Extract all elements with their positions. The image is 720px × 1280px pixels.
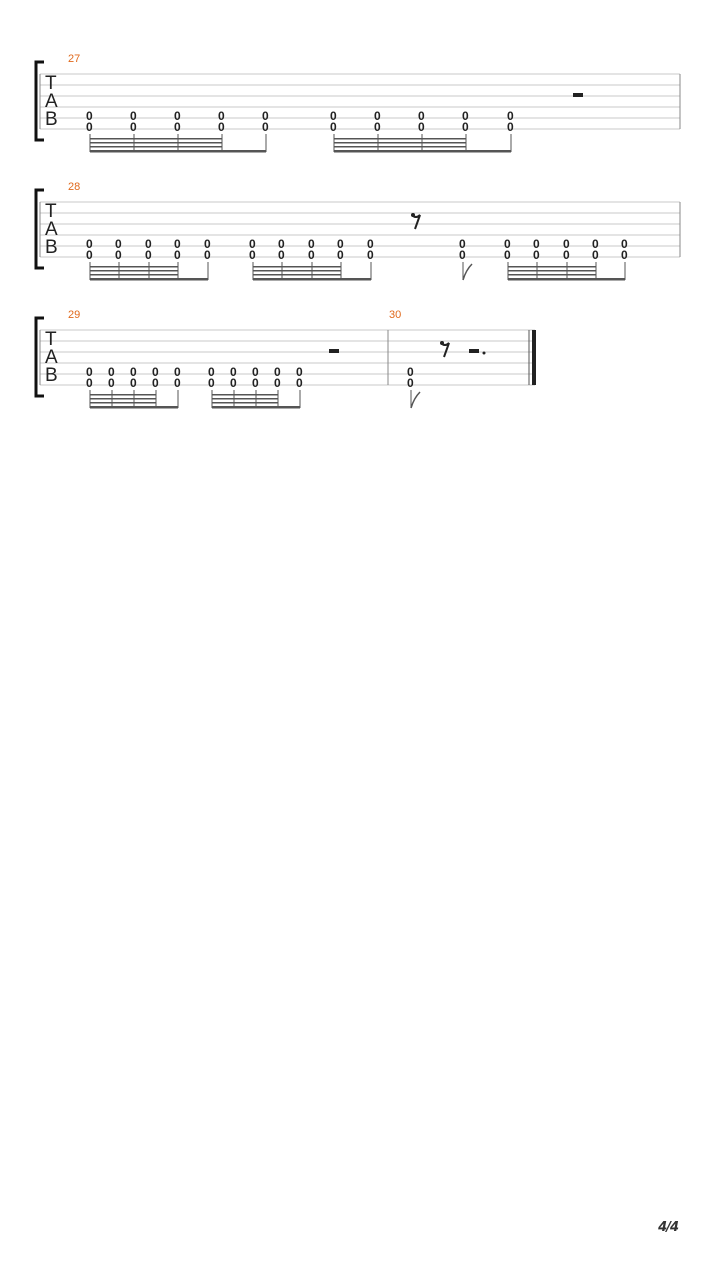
fret-number: 0 <box>130 376 137 390</box>
fret-number: 0 <box>218 120 225 134</box>
eighth-rest-dot <box>411 213 415 217</box>
fret-number: 0 <box>86 365 93 379</box>
note <box>86 109 93 134</box>
fret-number: 0 <box>252 376 259 390</box>
fret-number: 0 <box>374 120 381 134</box>
beat-group <box>86 109 269 153</box>
fret-number: 0 <box>462 120 469 134</box>
fret-number: 0 <box>174 376 181 390</box>
note <box>204 237 211 262</box>
note <box>374 109 381 134</box>
fret-number: 0 <box>115 237 122 251</box>
fret-number: 0 <box>208 365 215 379</box>
note <box>337 237 344 262</box>
eighth-flag <box>463 264 472 280</box>
note <box>174 365 181 390</box>
beat-group <box>86 365 181 409</box>
fret-number: 0 <box>249 248 256 262</box>
fret-number: 0 <box>262 120 269 134</box>
final-barline-thick <box>532 330 536 385</box>
fret-number: 0 <box>174 120 181 134</box>
eighth-rest <box>441 343 449 357</box>
eighth-flag <box>411 392 420 408</box>
fret-number: 0 <box>86 237 93 251</box>
fret-number: 0 <box>507 120 514 134</box>
fret-number: 0 <box>563 248 570 262</box>
fret-number: 0 <box>204 248 211 262</box>
fret-number: 0 <box>337 248 344 262</box>
clef-letter-b: B <box>45 365 58 386</box>
fret-number: 0 <box>115 248 122 262</box>
fret-number: 0 <box>533 248 540 262</box>
note <box>296 365 303 390</box>
clef-letter-a: A <box>45 347 58 368</box>
fret-number: 0 <box>86 376 93 390</box>
clef-letter-b: B <box>45 109 58 130</box>
measure-number: 27 <box>68 53 81 65</box>
fret-number: 0 <box>174 248 181 262</box>
staff-lines <box>40 202 680 257</box>
note <box>330 109 337 134</box>
fret-number: 0 <box>407 376 414 390</box>
clef-letter-t: T <box>45 201 57 222</box>
fret-number: 0 <box>274 376 281 390</box>
fret-number: 0 <box>337 237 344 251</box>
note <box>407 365 414 390</box>
fret-number: 0 <box>108 376 115 390</box>
note <box>218 109 225 134</box>
fret-number: 0 <box>218 109 225 123</box>
fret-number: 0 <box>130 109 137 123</box>
note <box>274 365 281 390</box>
note <box>367 237 374 262</box>
fret-number: 0 <box>308 237 315 251</box>
fret-number: 0 <box>252 365 259 379</box>
clef-letter-a: A <box>45 91 58 112</box>
fret-number: 0 <box>174 237 181 251</box>
fret-number: 0 <box>86 120 93 134</box>
fret-number: 0 <box>208 376 215 390</box>
fret-number: 0 <box>418 120 425 134</box>
note <box>459 237 466 262</box>
rest-dot <box>483 352 486 355</box>
note <box>174 109 181 134</box>
measure-number: 29 <box>68 309 81 321</box>
fret-number: 0 <box>152 365 159 379</box>
beat-group <box>330 109 514 153</box>
eighth-rest <box>412 215 420 229</box>
note <box>115 237 122 262</box>
note <box>130 109 137 134</box>
fret-number: 0 <box>204 237 211 251</box>
dotted-half-rest <box>469 349 479 353</box>
fret-number: 0 <box>274 365 281 379</box>
note <box>533 237 540 262</box>
note <box>208 365 215 390</box>
fret-number: 0 <box>592 237 599 251</box>
fret-number: 0 <box>621 248 628 262</box>
fret-number: 0 <box>367 237 374 251</box>
clef-letter-b: B <box>45 237 58 258</box>
fret-number: 0 <box>507 109 514 123</box>
note <box>130 365 137 390</box>
fret-number: 0 <box>462 109 469 123</box>
fret-number: 0 <box>374 109 381 123</box>
note <box>621 237 628 262</box>
fret-number: 0 <box>108 365 115 379</box>
fret-number: 0 <box>262 109 269 123</box>
note <box>507 109 514 134</box>
note <box>308 237 315 262</box>
note <box>230 365 237 390</box>
system-2 <box>36 181 680 281</box>
note <box>174 237 181 262</box>
fret-number: 0 <box>145 248 152 262</box>
fret-number: 0 <box>621 237 628 251</box>
clef-letter-t: T <box>45 73 57 94</box>
beat-group <box>407 365 420 408</box>
beat-group <box>504 237 628 281</box>
clef-letter-a: A <box>45 219 58 240</box>
page-number: 4/4 <box>658 1220 678 1235</box>
note <box>108 365 115 390</box>
fret-number: 0 <box>86 248 93 262</box>
system-1 <box>36 53 680 153</box>
note <box>86 237 93 262</box>
note <box>145 237 152 262</box>
fret-number: 0 <box>418 109 425 123</box>
measure-number: 28 <box>68 181 81 193</box>
note <box>418 109 425 134</box>
fret-number: 0 <box>330 120 337 134</box>
fret-number: 0 <box>330 109 337 123</box>
fret-number: 0 <box>130 365 137 379</box>
fret-number: 0 <box>563 237 570 251</box>
note <box>563 237 570 262</box>
half-rest <box>573 93 583 97</box>
note <box>249 237 256 262</box>
fret-number: 0 <box>296 365 303 379</box>
fret-number: 0 <box>86 109 93 123</box>
beat-group <box>208 365 303 409</box>
measure-number: 30 <box>389 309 402 321</box>
fret-number: 0 <box>152 376 159 390</box>
fret-number: 0 <box>230 365 237 379</box>
fret-number: 0 <box>407 365 414 379</box>
fret-number: 0 <box>130 120 137 134</box>
note <box>252 365 259 390</box>
beat-group <box>86 237 211 281</box>
fret-number: 0 <box>592 248 599 262</box>
clef-letter-t: T <box>45 329 57 350</box>
fret-number: 0 <box>459 248 466 262</box>
fret-number: 0 <box>296 376 303 390</box>
note <box>462 109 469 134</box>
fret-number: 0 <box>504 248 511 262</box>
fret-number: 0 <box>367 248 374 262</box>
fret-number: 0 <box>308 248 315 262</box>
note <box>262 109 269 134</box>
fret-number: 0 <box>174 109 181 123</box>
note <box>152 365 159 390</box>
fret-number: 0 <box>249 237 256 251</box>
fret-number: 0 <box>459 237 466 251</box>
beat-group <box>459 237 472 280</box>
note <box>504 237 511 262</box>
fret-number: 0 <box>533 237 540 251</box>
note <box>86 365 93 390</box>
fret-number: 0 <box>278 237 285 251</box>
fret-number: 0 <box>504 237 511 251</box>
eighth-rest-dot <box>440 341 444 345</box>
half-rest <box>329 349 339 353</box>
beat-group <box>249 237 374 281</box>
fret-number: 0 <box>174 365 181 379</box>
fret-number: 0 <box>145 237 152 251</box>
system-3 <box>36 309 536 409</box>
fret-number: 0 <box>278 248 285 262</box>
fret-number: 0 <box>230 376 237 390</box>
note <box>278 237 285 262</box>
note <box>592 237 599 262</box>
